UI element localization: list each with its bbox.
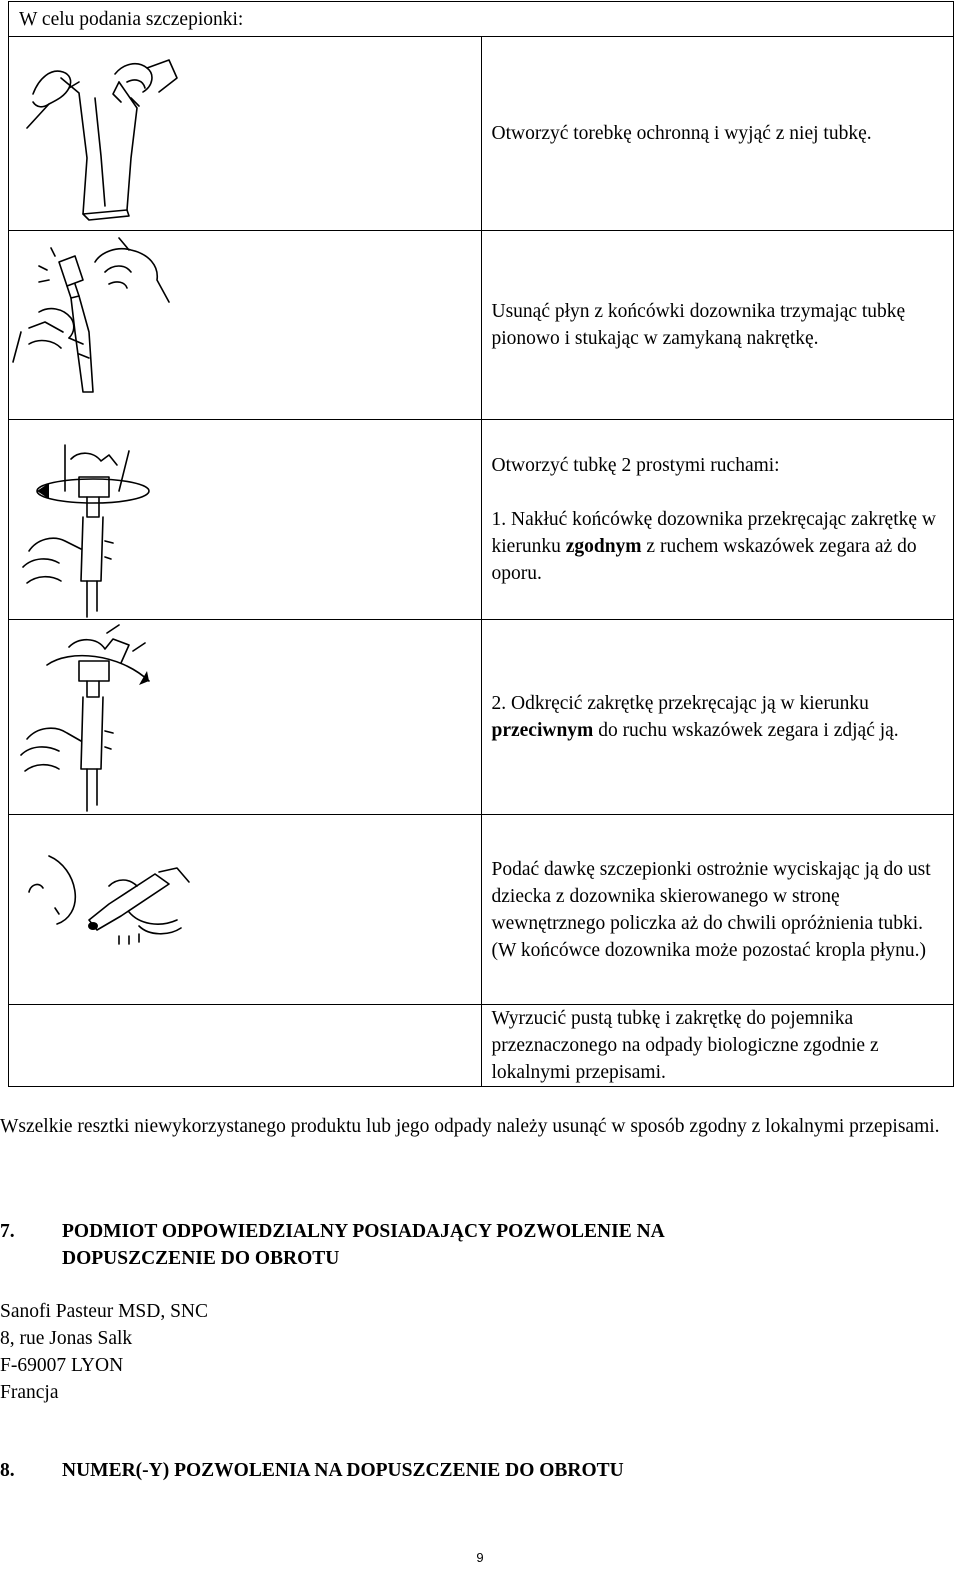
step-illustration-cell <box>9 37 482 231</box>
disposal-note: Wszelkie resztki niewykorzystanego produktu lub jego odpady należy usunąć w sposób zgodny z lokalnymi przepisami. <box>0 1116 940 1137</box>
address-line: 8, rue Jonas Salk <box>0 1328 133 1349</box>
step-illustration-cell <box>9 815 482 1005</box>
step-text-3: 1. Nakłuć końcówkę dozownika przekręcając zakrętkę w kierunku zgodnym z ruchem wskazówek zegara aż do oporu. <box>491 509 936 584</box>
step-row <box>9 420 954 620</box>
open-pouch-icon <box>9 38 231 230</box>
step-illustration-cell-empty <box>9 1005 482 1087</box>
step-illustration-cell <box>9 231 482 420</box>
step-text-cell <box>481 37 954 231</box>
step-row <box>9 815 954 1005</box>
instructions-table <box>8 1 954 1087</box>
section-8-number: 8. <box>0 1460 15 1481</box>
step-text-2: Usunąć płyn z końcówki dozownika trzymając tubkę pionowo i stukając w zamykaną nakrętkę. <box>491 301 906 349</box>
step-row <box>9 620 954 815</box>
step-text-5: Podać dawkę szczepionki ostrożnie wyciskając ją do ust dziecka z dozownika skierowanego w stronę wewnętrznego policzka aż do chwili opróżnienia tubki. (W końcówce dozownika może pozostać kropla płynu.) <box>491 858 931 961</box>
tap-tube-icon <box>9 232 231 419</box>
step-illustration-cell <box>9 620 482 815</box>
section-8-title: NUMER(-Y) POZWOLENIA NA DOPUSZCZENIE DO OBROTU <box>62 1460 624 1481</box>
section-7-number: 7. <box>0 1221 15 1242</box>
section-8-heading <box>0 1457 940 1484</box>
step-text-cell <box>481 620 954 815</box>
section-7-title-line2: DOPUSZCZENIE DO OBROTU <box>62 1248 340 1269</box>
step-text-4: 2. Odkręcić zakrętkę przekręcając ją w kierunku przeciwnym do ruchu wskazówek zegara i zdjąć ją. <box>491 693 899 741</box>
step-text-6: Wyrzucić pustą tubkę i zakrętkę do pojemnika przeznaczonego na odpady biologiczne zgodnie z lokalnymi przepisami. <box>491 1008 879 1083</box>
address-line: F-69007 LYON <box>0 1355 124 1376</box>
address-line: Francja <box>0 1382 59 1403</box>
page-number: 9 <box>476 1550 484 1565</box>
step-row <box>9 37 954 231</box>
section-7-title-line1: PODMIOT ODPOWIEDZIALNY POSIADAJĄCY POZWOLENIE NA <box>62 1221 665 1242</box>
instructions-header-cell <box>9 2 954 37</box>
address-line: Sanofi Pasteur MSD, SNC <box>0 1301 209 1322</box>
step-text-cell <box>481 1005 954 1087</box>
twist-counterclockwise-icon <box>9 621 231 814</box>
manufacturer-address <box>0 1298 208 1406</box>
step-row <box>9 231 954 420</box>
step-row <box>9 1005 954 1087</box>
twist-clockwise-icon <box>9 421 231 619</box>
step-illustration-cell <box>9 420 482 620</box>
step-text-cell <box>481 420 954 620</box>
step-intro: Otworzyć tubkę 2 prostymi ruchami: <box>491 455 780 476</box>
section-7-heading <box>0 1218 940 1272</box>
step-text-1: Otworzyć torebkę ochronną i wyjąć z niej tubkę. <box>491 123 872 144</box>
step-text-cell <box>481 231 954 420</box>
step-text-cell <box>481 815 954 1005</box>
instructions-header: W celu podania szczepionki: <box>19 9 244 30</box>
administer-dose-icon <box>9 816 231 1004</box>
